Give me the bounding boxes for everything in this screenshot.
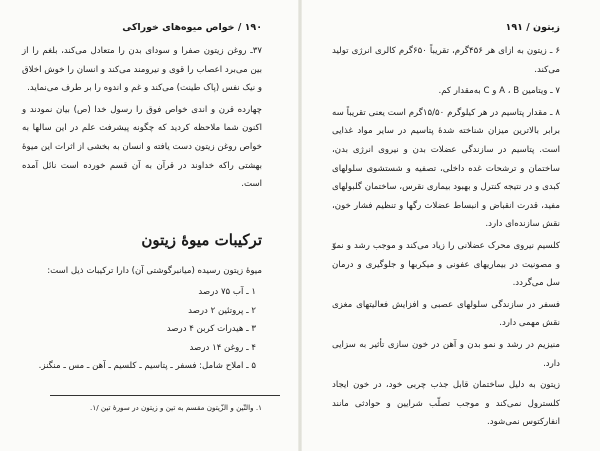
list-item: ۲ ـ پروتئین ۲ درصد	[188, 305, 256, 316]
paragraph: زیتون به دلیل ساختمان قابل جذب چربی خود، در خون ایجاد کلسترول نمی‌کند و موجب تصلّب شرایین و حوادثی مانند انفارکتوس نمی‌شود.	[332, 380, 560, 428]
paragraph: چهارده قرن و اندی خواص فوق را رسول خدا (ص) بیان نمودند و اکنون شما ملاحظه کردید که چگونه پیشرفت علم در این سالها به خواص روغن زیتون دست یافته و انسان به بخشی از اثرات این میوهٔ بهشتی راکه خداوند در قرآن به آن قسم خورده است نائل آمده است.	[22, 104, 262, 190]
left-body	[22, 42, 262, 194]
list-item: ۴ ـ روغن ۱۴ درصد	[189, 342, 256, 353]
list-item: ۱ ـ آب ۷۵ درصد	[198, 287, 256, 297]
right-body	[332, 42, 560, 432]
footnote-rule	[50, 395, 280, 396]
composition-intro: میوهٔ زیتون رسیده (میانبرگوشتی آن) دارا ترکیبات ذیل است:	[47, 266, 262, 276]
paragraph: ۶ ـ زیتون به ازای هر ۴۵۶گرم، تقریباً ۶۵۰گرم کالری انرژی تولید می‌کند.	[332, 46, 560, 75]
composition-list	[22, 283, 256, 376]
section-title: ترکیبات میوهٔ زیتون	[141, 231, 262, 249]
paragraph: ۷ ـ ویتامین A ، B و C به‌مقدار کم.	[438, 86, 560, 97]
paragraph: فسفر در سازندگی سلولهای عصبی و افزایش فعالیتهای مغزی نقش مهمی دارد.	[332, 299, 560, 329]
list-item: ۳ ـ هیدرات کربن ۴ درصد	[166, 324, 256, 335]
right-page	[300, 0, 600, 451]
footnote: ۱. والتّین و الزّیتون مقسم به تین و زیتون در سورهٔ تین /۱.	[90, 403, 262, 412]
paragraph: منیزیم در رشد و نمو بدن و آهن در خون سازی تأثیر به سزایی دارد.	[332, 339, 560, 369]
running-head-right: زیتون / ۱۹۱	[505, 22, 560, 33]
paragraph: ۸ ـ مقدار پتاسیم در هر کیلوگرم ۱۵/۵۰گرم است یعنی تقریباً سه برابر بالاترین میزان شناخته شدهٔ پتاسیم در سایر مواد غذایی است. پتاسیم در سازندگی عضلات بدن و نیروی انرژی بدن، ساختمان و ترشحات غده داخلی، تصفیه و شستشوی سلولهای کبدی و در نتیجه کنترل و بهبود بیماری نقرس، ساختمان گلبولهای مفید، قدرت انقباض و انبساط عضلات رگها و تنظیم فشار خون، نقش سازنده‌ای دارد.	[332, 107, 560, 230]
running-head-left: ۱۹۰ / خواص میوه‌های خوراکی	[122, 22, 262, 33]
paragraph: کلسیم نیروی محرک عضلانی را زیاد می‌کند و موجب رشد و نموّ و مصونیت در بیماریهای عفونی و میکربها و جلوگیری و درمان سل می‌گردد.	[332, 240, 560, 289]
list-item: ۵ ـ املاح شامل: فسفر ـ پتاسیم ـ کلسیم ـ آهن ـ مس ـ منگنز.	[38, 361, 256, 372]
paragraph: ۳۷ـ روغن زیتون صفرا و سودای بدن را متعادل می‌کند، بلغم را از بین می‌برد اعصاب را قوی و نیرومند می‌کند و انسان را خوش اخلاق و نیک نفس (پاک طینت) می‌کند و غم و اندوه را بر طرف می‌نماید.	[22, 46, 262, 94]
